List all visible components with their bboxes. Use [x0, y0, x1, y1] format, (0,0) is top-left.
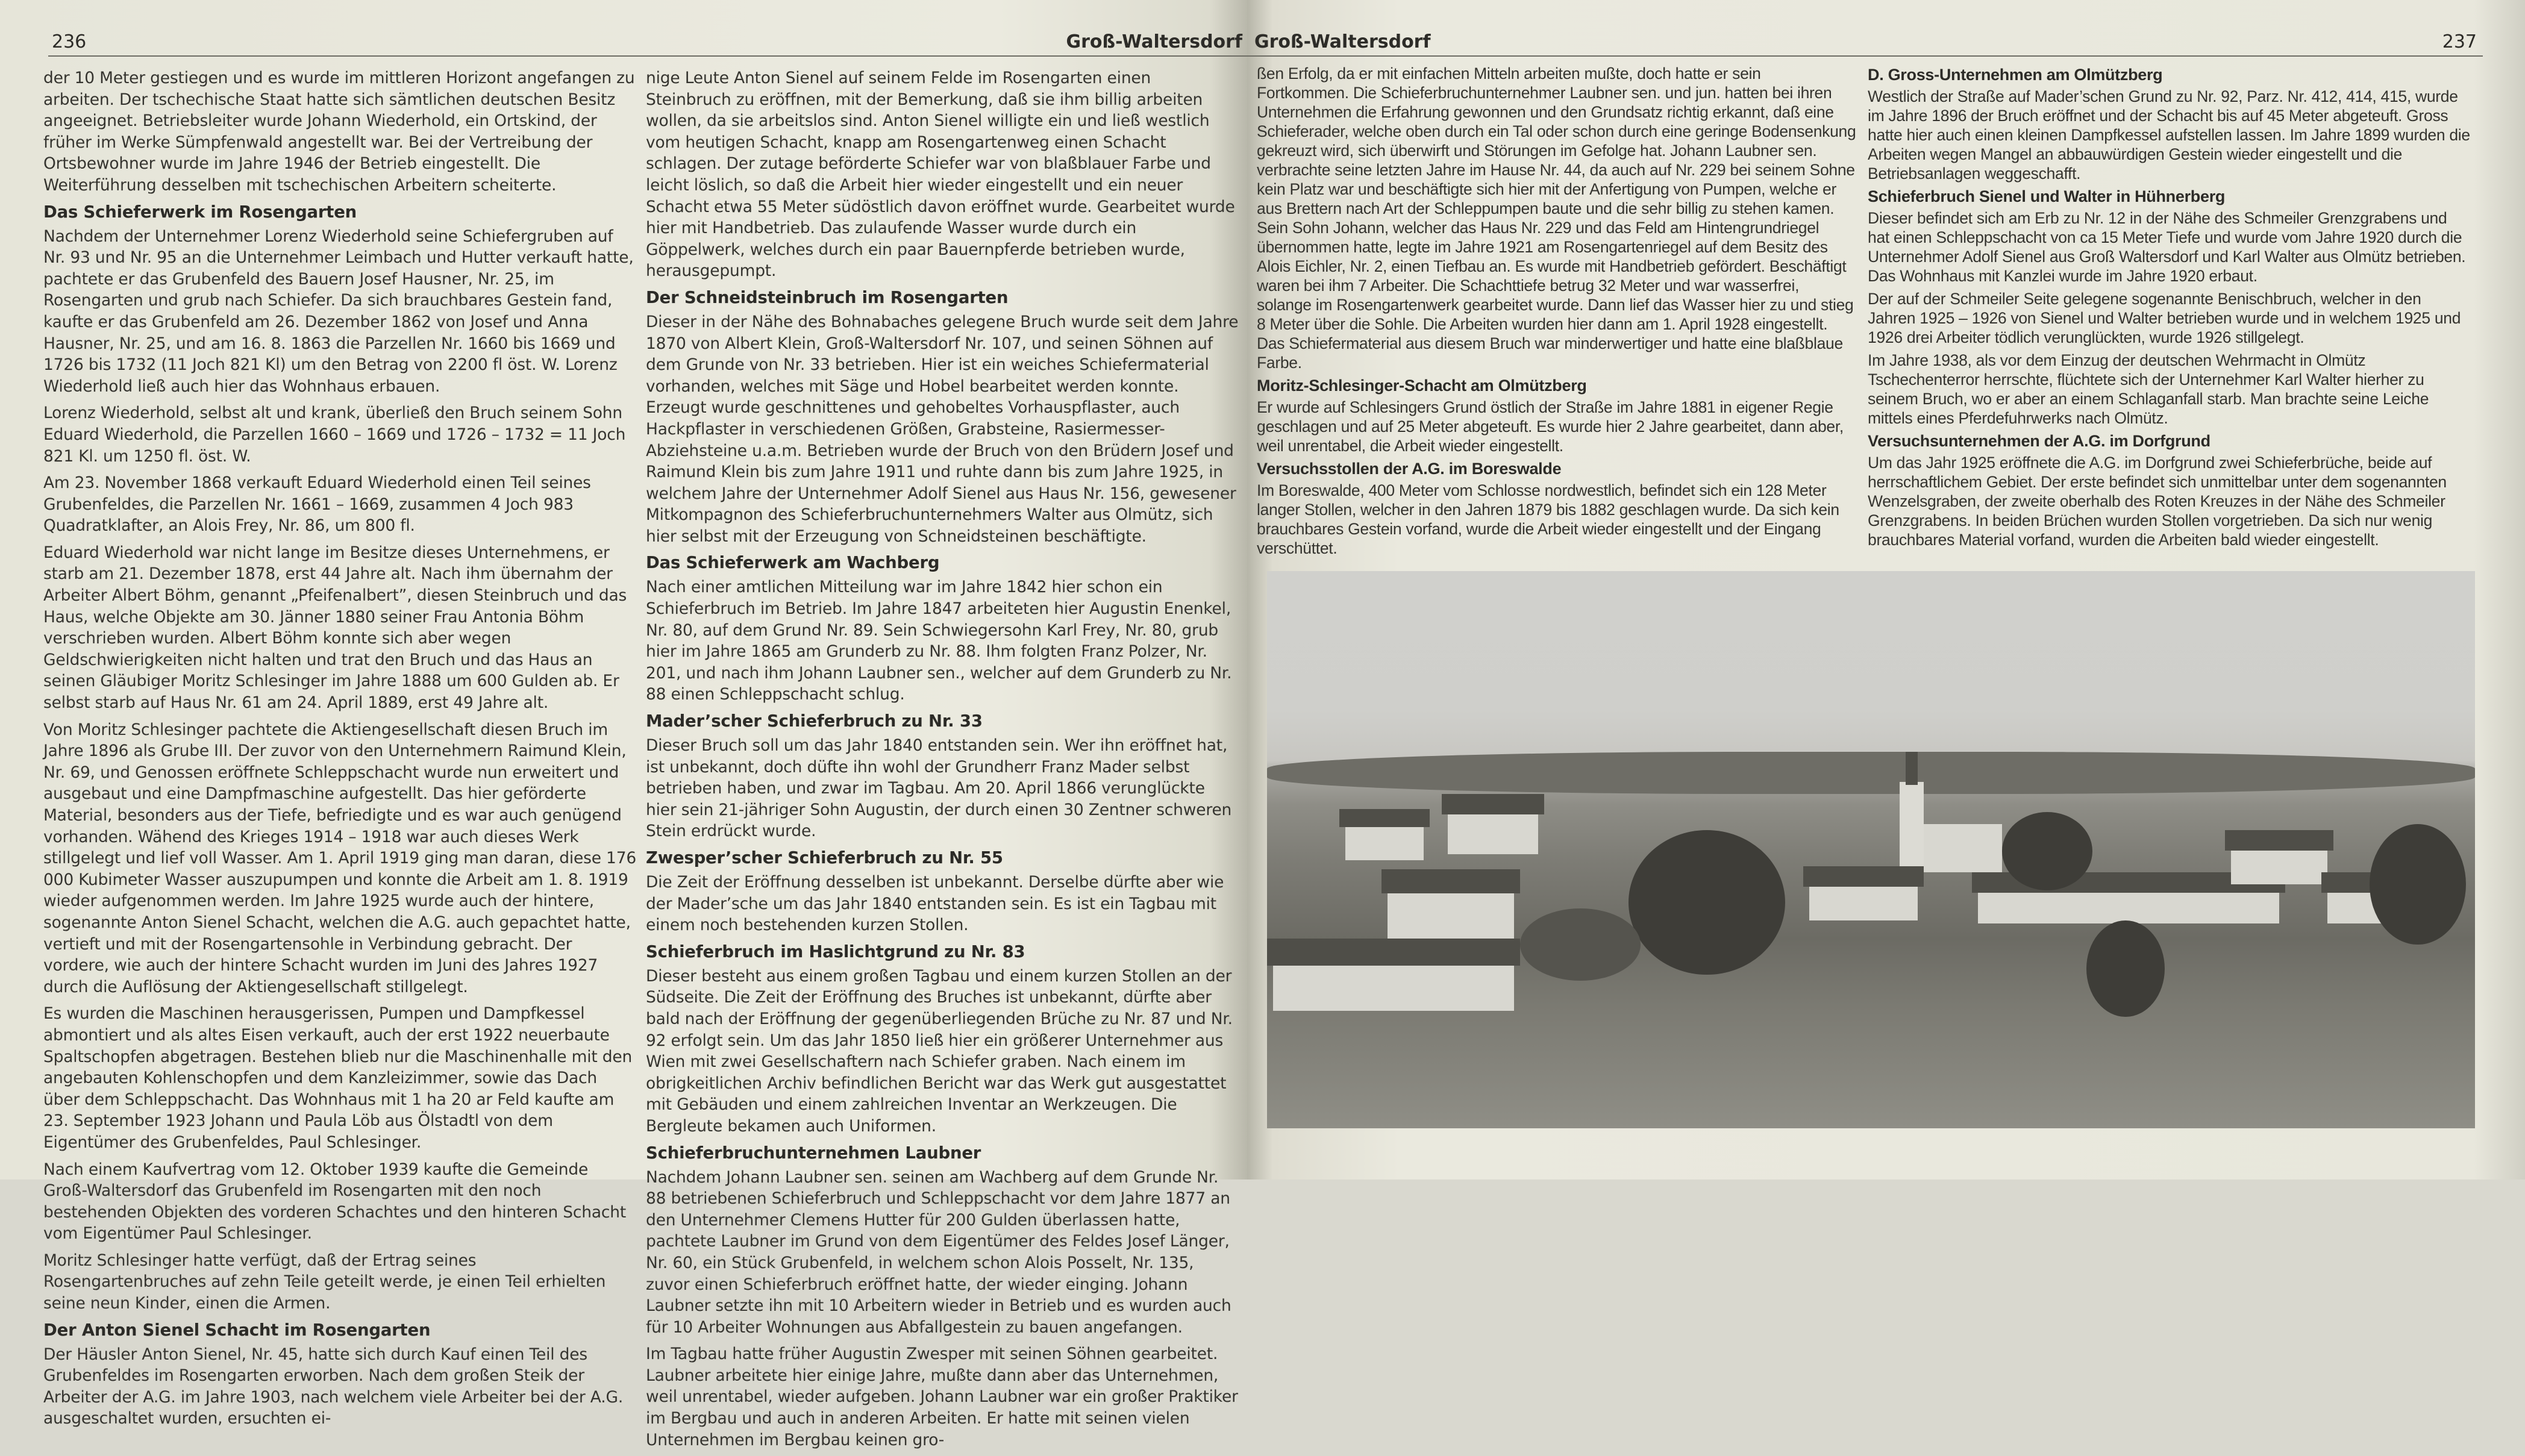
- church-spire: [1906, 752, 1918, 785]
- section-heading: D. Gross-Unternehmen am Olmützberg: [1868, 66, 2163, 84]
- paragraph: Im Boreswalde, 400 Meter vom Schlosse nordwestlich, befindet sich ein 128 Meter langer Stollen, welcher in den Jahren 1879 bis 1882 geschlagen wurde. Da sich kein brauchbares Gestein vorfand, wurde die Arbeit wieder eingestellt und der Eingang verschüttet.: [1257, 481, 1839, 557]
- paragraph: Eduard Wiederhold war nicht lange im Besitze dieses Unternehmens, er starb am 21. Dezember 1878, erst 44 Jahre alt. Nach ihm übernahm der Arbeiter Albert Böhm, genannt „Pfeifenalbert”, diesen Steinbruch und das Haus, welche Objekte am 30. Jänner 1880 seiner Frau Antonia Böhm verschrieben wurden. Albert Böhm konnte sich aber wegen Geldschwierigkeiten nicht halten und trat den Bruch und das Haus an seinen Gläubiger Moritz Schlesinger im Jahre 1888 um 600 Gulden ab. Er selbst starb auf Haus Nr. 61 am 24. April 1889, erst 49 Jahre alt.: [43, 543, 627, 713]
- paragraph: Nach einer amtlichen Mitteilung war im Jahre 1842 hier schon ein Schieferbruch im Betrieb. Im Jahre 1847 arbeiteten hier Augustin Enenkel, Nr. 80, auf dem Grund Nr. 89. Sein Schwiegersohn Karl Frey, Nr. 80, grub hier im Jahre 1865 am Grunderb zu Nr. 88. Ihm folgten Franz Polzer, Nr. 201, und nach ihm Johann Laubner sen., welcher auf dem Grunderb zu Nr. 88 einen Schleppschacht schlug.: [646, 578, 1232, 704]
- section-heading: Versuchsunternehmen der A.G. im Dorfgrund: [1868, 432, 2211, 450]
- paragraph: Dieser in der Nähe des Bohnabaches gelegene Bruch wurde seit dem Jahre 1870 von Albert Klein, Groß-Waltersdorf Nr. 107, und seinen Söhnen auf dem Grunde von Nr. 33 betrieben. Hier ist ein weiches Schiefermaterial vorhanden, welches mit Säge und Hobel bearbeitet werden konnte. Erzeugt wurde geschnittenes und gehobeltes Vorhauspflaster, auch Hackpflaster in verschiedenen Größen, Grabsteine, Rasiermesser-Abziehsteine u.a.m. Betrieben wurde der Bruch von den Brüdern Josef und Raimund Klein bis zum Jahre 1911 und ruhte dann bis zum Jahre 1925, in welchem Jahre der Unternehmer Adolf Sienel aus Haus Nr. 156, gewesener Mitkompagnon des Schieferbruchunternehmers Walter aus Olmütz, sich hier selbst mit der Erzeugung von Schneidsteinen beschäftigte.: [646, 312, 1239, 546]
- section-heading: Mader’scher Schieferbruch zu Nr. 33: [646, 711, 983, 731]
- paragraph: nige Leute Anton Sienel auf seinem Felde im Rosengarten einen Steinbruch zu eröffnen, mit der Bemerkung, daß sie ihm billig arbeiten wollen, da sie arbeitslos sind. Anton Sienel willigte ein und ließ westlich vom heutigen Schacht, knapp am Rosengartenweg einen Schacht schlagen. Der zutage beförderte Schiefer war von blaßblauer Farbe und leicht löslich, so daß die Arbeit hier wieder eingestellt und ein neuer Schacht etwa 55 Meter südöstlich davon eröffnet wurde. Gearbeitet wurde hier mit Handbetrieb. Das zulaufende Wasser wurde durch ein Göppelwerk, welches durch ein paar Bauernpferde betrieben wurde, herausgepumpt.: [646, 69, 1235, 281]
- section-heading: Versuchsstollen der A.G. im Boreswalde: [1257, 460, 1562, 478]
- page-number: 237: [2442, 31, 2477, 52]
- section-heading: Der Schneidsteinbruch im Rosengarten: [646, 287, 1009, 307]
- house: [2231, 848, 2327, 884]
- house: [1448, 812, 1538, 854]
- header-rule: [48, 55, 1247, 57]
- paragraph: Um das Jahr 1925 eröffnete die A.G. im Dorfgrund zwei Schieferbrüche, beide auf herrschaftlichem Gebiet. Der erste befindet sich unmittelbar unter dem sogenannten Wenzelsgraben, der zweite oberhalb des Roten Kreuzes in der Nähe des Schmeiler Grenzgrabens. In beiden Brüchen wurden Stollen vorgetrieben. Da sich nur wenig brauchbares Material vorfand, wurden die Arbeiten bald wieder eingestellt.: [1868, 454, 2447, 549]
- paragraph: Westlich der Straße auf Mader’schen Grund zu Nr. 92, Parz. Nr. 412, 414, 415, wurde im Jahre 1896 der Bruch eröffnet und der Schacht bis auf 45 Meter abgeteuft. Gross hatte hier auch einen kleinen Dampfkessel aufstellen lassen. Im Jahre 1899 wurden die Arbeiten wegen Mangel an abbauwürdigen Gestein wieder eingestellt und die Betriebsanlagen weggeschafft.: [1868, 87, 2470, 183]
- house: [1273, 963, 1514, 1011]
- paragraph: Dieser besteht aus einem großen Tagbau und einem kurzen Stollen an der Südseite. Die Zeit der Eröffnung des Bruches ist unbekannt, dürfte aber bald nach der Eröffnung der gegenüberliegenden Brüche zu Nr. 87 und Nr. 92 erfolgt sein. Um das Jahr 1850 ließ hier ein größerer Unternehmer aus Wien mit zwei Gesellschaftern nach Schiefer graben. Nach einem im obrigkeitlichen Archiv befindlichen Bericht war das Werk gut ausgestattet mit Gebäuden und einem zahlreichen Inventar an Werkzeugen. Die Bergleute bekamen auch Uniformen.: [646, 966, 1233, 1136]
- left-page: [0, 0, 1247, 1449]
- paragraph: Lorenz Wiederhold, selbst alt und krank, überließ den Bruch seinem Sohn Eduard Wiederhold, die Parzellen 1660 – 1669 und 1726 – 1732 = 11 Joch 821 Kl. um 1250 fl. öst. W.: [43, 404, 626, 466]
- roof: [1267, 939, 1520, 966]
- text-column: [1257, 64, 1856, 561]
- village-photograph: [1267, 571, 2475, 1128]
- section-heading: Schieferbruchunternehmen Laubner: [646, 1143, 981, 1163]
- text-column: [43, 67, 637, 1435]
- section-heading: Das Schieferwerk am Wachberg: [646, 553, 940, 573]
- paragraph: Die Zeit der Eröffnung desselben ist unbekannt. Derselbe dürfte aber wie der Mader’sche um das Jahr 1840 entstanden sein. Es ist ein Tagbau mit einem noch bestehenden kurzen Stollen.: [646, 873, 1224, 935]
- paragraph: Von Moritz Schlesinger pachtete die Aktiengesellschaft diesen Bruch im Jahre 1896 als Grube III. Der zuvor von den Unternehmern Raimund Klein, Nr. 69, und Genossen eröffnete Schleppschacht wurde nun erweitert und ausgebaut und eine Dampfmaschine aufgestellt. Das hier geförderte Material, besonders aus der Tiefe, befriedigte und es war auch genügend vorhanden. Wähend des Krieges 1914 – 1918 war auch dieses Werk stillgelegt und lief voll Wasser. Am 1. April 1919 ging man daran, diese 176 000 Kubimeter Wasser auszupumpen und konnte die Arbeit am 1. 8. 1919 wieder aufgenommen werden. Im Jahre 1925 wurde auch der hintere, sogenannte Anton Sienel Schacht, welchen die A.G. auch gepachtet hatte, vertieft und mit der Rosengartensohle in Verbindung gebracht. Der vordere, wie auch der hintere Schacht wurden im Juni des Jahres 1927 durch die Auflösung der Aktiengesellschaft stillgelegt.: [43, 720, 637, 996]
- house: [1345, 824, 1424, 860]
- paragraph: Der Häusler Anton Sienel, Nr. 45, hatte sich durch Kauf einen Teil des Grubenfeldes im Rosengarten erworben. Nach dem großen Steik der Arbeiter der A.G. im Jahre 1903, nach welchem viele Arbeiter bei der A.G. ausgeschaltet wurden, ersuchten ei-: [43, 1345, 624, 1428]
- tree: [1629, 830, 1785, 975]
- church-nave: [1924, 824, 2002, 872]
- roof: [2225, 830, 2333, 851]
- tree: [1520, 908, 1641, 981]
- house: [1978, 890, 2279, 923]
- roof: [1381, 869, 1520, 893]
- tree: [2370, 824, 2466, 945]
- tree: [2086, 920, 2165, 1017]
- paragraph: Es wurden die Maschinen herausgerissen, Pumpen und Dampfkessel abmontiert und als altes Eisen verkauft, auch der erst 1922 neuerbaute Spaltschopfen abgetragen. Bestehen blieb nur die Maschinenhalle mit den angebauten Kohlenschopfen und dem Kanzleizimmer, sowie das Dach über dem Schleppschacht. Das Wohnhaus mit 1 ha 20 ar Feld kaufte am 23. September 1923 Johann und Paula Löb aus Ölstadtl von dem Eigentümer des Grubenfeldes, Paul Schlesinger.: [43, 1004, 633, 1152]
- page-number: 236: [52, 31, 87, 52]
- paragraph: Am 23. November 1868 verkauft Eduard Wiederhold einen Teil seines Grubenfeldes, die Parzellen Nr. 1661 – 1669, zusammen 4 Joch 983 Quadratklafter, an Alois Frey, Nr. 86, um 800 fl.: [43, 473, 591, 536]
- text-column: [1868, 64, 2470, 553]
- roof: [1339, 809, 1430, 827]
- paragraph: Im Tagbau hatte früher Augustin Zwesper mit seinen Söhnen gearbeitet. Laubner arbeitete hier einige Jahre, mußte dann aber das Unternehmen, weil unrentabel, wieder aufgeben. Johann Laubner war ein großer Praktiker im Bergbau und auch in anderen Arbeiten. Er hatte mit seinen vielen Unternehmen im Bergbau keinen gro-: [646, 1345, 1238, 1449]
- running-title: Groß-Waltersdorf: [1254, 31, 1431, 52]
- house: [1388, 890, 1514, 945]
- section-heading: Das Schieferwerk im Rosengarten: [43, 202, 357, 222]
- section-heading: Moritz-Schlesinger-Schacht am Olmützberg: [1257, 376, 1587, 395]
- church-tower: [1900, 782, 1924, 872]
- section-heading: Schieferbruch im Haslichtgrund zu Nr. 83: [646, 942, 1025, 961]
- paragraph: ßen Erfolg, da er mit einfachen Mitteln arbeiten mußte, doch hatte er sein Fortkommen. Die Schieferbruchunternehmer Laubner sen. und jun. hatten bei ihren Unternehmen die Erfahrung gewonnen und den Grundsatz richtig erkannt, daß eine Schieferader, welche oben durch ein Tal oder schon durch eine geringe Bodensenkung gekreuzt wird, sich überwirft und Störungen im Gefolge hat. Johann Laubner sen. verbrachte seine letzten Jahre im Hause Nr. 44, da auch auf Nr. 229 bei seinem Sohne kein Platz war und beschäftigte sich hier mit der Anfertigung von Pumpen, welche er aus Brettern nach Art der Schleppumpen baute und die sehr billig zu stehen kamen. Sein Sohn Johann, welcher das Haus Nr. 229 und das Feld am Hintengrundriegel übernommen hatte, legte im Jahre 1921 am Rosengartenriegel auf dem Besitz des Alois Eichler, Nr. 2, einen Tiefbau an. Es wurde mit Handbetrieb gefördert. Beschäftigt waren bei ihm 7 Arbeiter. Die Schachttiefe betrug 32 Meter und war wasserfrei, solange im Rosengartenwerk gearbeitet wurde. Dann lief das Wasser hier zu und stieg 8 Meter über die Sohle. Die Arbeiten wurden hier dann am 1. April 1928 eingestellt. Das Schiefermaterial aus diesem Bruch war minderwertiger und hatte eine blaßblaue Farbe.: [1257, 64, 1856, 372]
- roof: [1803, 866, 1924, 887]
- running-title: Groß-Waltersdorf: [1066, 31, 1242, 52]
- paragraph: Nachdem Johann Laubner sen. seinen am Wachberg auf dem Grunde Nr. 88 betriebenen Schieferbruch und Schleppschacht vor dem Jahre 1877 an den Unternehmer Clemens Hutter für 200 Gulden überlassen hatte, pachtete Laubner im Grund von dem Eigentümer des Feldes Josef Länger, Nr. 60, ein Stück Grubenfeld, in welchem schon Alois Posselt, Nr. 135, zuvor einen Schieferbruch eröffnet hatte, der wieder einging. Johann Laubner setzte ihn mit 10 Arbeitern wieder in Betrieb und es wurden auch für 10 Arbeiter Wohnungen aus Abfallgestein zu bauen angefangen.: [646, 1167, 1231, 1337]
- section-heading: Schieferbruch Sienel und Walter in Hühnerberg: [1868, 187, 2226, 205]
- house: [1809, 884, 1918, 920]
- tree: [2002, 812, 2092, 890]
- tree-line: [1267, 752, 2475, 794]
- text-column: [646, 67, 1239, 1456]
- paragraph: Dieser Bruch soll um das Jahr 1840 entstanden sein. Wer ihn eröffnet hat, ist unbekannt, doch düfte ihn wohl der Grundherr Franz Mader selbst betrieben haben, und zwar im Tagbau. Am 20. April 1866 verunglückte hier sein 21-jähriger Sohn Augustin, der durch einen 30 Zentner schweren Stein erdrückt wurde.: [646, 736, 1232, 841]
- section-heading: Zwesper’scher Schieferbruch zu Nr. 55: [646, 848, 1003, 867]
- paragraph: Nach einem Kaufvertrag vom 12. Oktober 1939 kaufte die Gemeinde Groß-Waltersdorf das Grubenfeld im Rosengarten mit den noch bestehenden Objekten des vorderen Schachtes und den hinteren Schacht vom Eigentümer Paul Schlesinger.: [43, 1160, 627, 1243]
- paragraph: Moritz Schlesinger hatte verfügt, daß der Ertrag seines Rosengartenbruches auf zehn Teile geteilt werde, je einen Teil erhielten seine neun Kinder, einen die Armen.: [43, 1251, 606, 1313]
- section-heading: Der Anton Sienel Schacht im Rosengarten: [43, 1320, 431, 1340]
- paragraph: Dieser befindet sich am Erb zu Nr. 12 in der Nähe des Schmeiler Grenzgrabens und hat einen Schleppschacht von ca 15 Meter Tiefe und wurde vom Jahre 1920 durch die Unternehmer Adolf Sienel aus Groß Waltersdorf und Karl Walter aus Olmütz betrieben. Das Wohnhaus mit Kanzlei wurde im Jahre 1920 erbaut.: [1868, 209, 2466, 285]
- header-rule: [1247, 55, 2483, 57]
- paragraph: Der auf der Schmeiler Seite gelegene sogenannte Benischbruch, welcher in den Jahren 1925 – 1926 von Sienel und Walter betrieben wurde und in welchem 1925 und 1926 drei Arbeiter tödlich verunglückten, wurde 1926 stillgelegt.: [1868, 290, 2461, 346]
- roof: [1442, 794, 1544, 814]
- paragraph: der 10 Meter gestiegen und es wurde im mittleren Horizont angefangen zu arbeiten. Der tschechische Staat hatte sich sämtlichen deutschen Besitz angeeignet. Betriebsleiter wurde Johann Wiederhold, ein Ortskind, der früher im Werke Sümpfenwald angestellt war. Bei der Vertreibung der Ortsbewohner wurde im Jahre 1946 der Betrieb eingestellt. Die Weiterführung desselben mit tschechischen Arbeitern scheiterte.: [43, 69, 635, 195]
- paragraph: Im Jahre 1938, als vor dem Einzug der deutschen Wehrmacht in Olmütz Tschechenterror herrschte, flüchtete sich der Unternehmer Karl Walter hierher zu seinem Bruch, wo er aber an einem Schlaganfall starb. Man brachte seine Leiche mittels eines Pferdefuhrwerks nach Olmütz.: [1868, 351, 2429, 427]
- paragraph: Nachdem der Unternehmer Lorenz Wiederhold seine Schiefergruben auf Nr. 93 und Nr. 95 an die Unternehmer Leimbach und Hutter verkauft hatte, pachtete er das Grubenfeld des Bauern Josef Hausner, Nr. 25, im Rosengarten und grub nach Schiefer. Da sich brauchbares Gestein fand, kaufte er das Grubenfeld am 26. Dezember 1862 von Josef und Anna Hausner, Nr. 25, und am 16. 8. 1863 die Parzellen Nr. 1660 bis 1669 und 1726 bis 1732 (11 Joch 821 Kl) um den Betrag von 2200 fl öst. W. Lorenz Wiederhold ließ auch hier das Wohnhaus erbauen.: [43, 227, 634, 396]
- paragraph: Er wurde auf Schlesingers Grund östlich der Straße im Jahre 1881 in eigener Regie geschlagen und auf 25 Meter abgeteuft. Es wurde hier 2 Jahre gearbeitet, dann aber, weil unrentabel, die Arbeit wieder eingestellt.: [1257, 398, 1844, 455]
